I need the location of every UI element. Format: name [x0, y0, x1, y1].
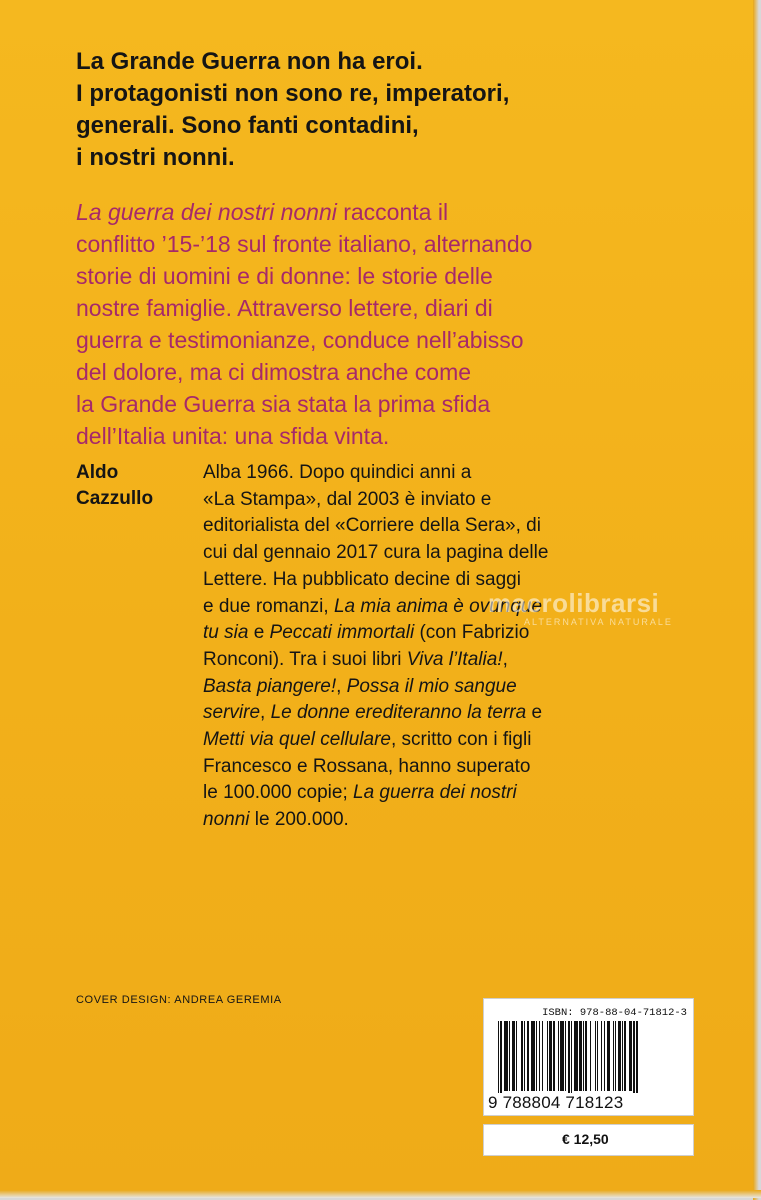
barcode-bar — [542, 1021, 543, 1091]
barcode-label — [483, 998, 694, 1116]
barcode-bar — [504, 1021, 508, 1091]
barcode-bar — [618, 1021, 620, 1091]
blurb-line: nostre famiglie. Attraverso lettere, diari di — [76, 295, 493, 321]
barcode-bar — [571, 1021, 572, 1093]
author-first-name: Aldo — [76, 462, 119, 483]
barcode-bar — [615, 1021, 616, 1091]
barcode-bar — [579, 1021, 581, 1091]
barcode-bar — [536, 1021, 537, 1091]
barcode-bar — [636, 1021, 637, 1093]
blurb — [76, 196, 716, 452]
barcode-bar — [633, 1021, 635, 1093]
barcode-bar — [521, 1021, 523, 1091]
bio-line: Lettere. Ha pubblicato decine di saggi — [203, 568, 521, 590]
watermark-tagline: ALTERNATIVA NATURALE — [524, 617, 673, 627]
barcode-icon — [498, 1021, 688, 1093]
barcode-bar — [565, 1021, 566, 1091]
barcode-bar — [568, 1021, 569, 1093]
headline-line: I protagonisti non sono re, imperatori, — [76, 80, 510, 107]
barcode-bar — [629, 1021, 631, 1091]
blurb-line: storie di uomini e di donne: le storie delle — [76, 263, 493, 289]
page-edge-bottom — [0, 1190, 761, 1198]
barcode-bar — [622, 1021, 623, 1091]
barcode-bar — [553, 1021, 555, 1091]
price: € 12,50 — [562, 1131, 609, 1147]
barcode-bar — [516, 1021, 517, 1091]
barcode-bar — [597, 1021, 598, 1091]
page-edge-right — [753, 0, 759, 1200]
barcode-bar — [604, 1021, 605, 1091]
bio-line: servire, Le donne erediteranno la terra e — [203, 702, 543, 724]
barcode-bar — [500, 1021, 501, 1093]
bio-line: nonni le 200.000. — [203, 809, 349, 831]
barcode-bar — [509, 1021, 510, 1091]
bio-line: tu sia e Peccati immortali (con Fabrizio — [203, 622, 530, 644]
book-title: La guerra dei nostri nonni — [76, 199, 337, 225]
bio-line: Basta piangere!, Possa il mio sangue — [203, 675, 517, 697]
bio-line: editorialista del «Corriere della Sera», di — [203, 515, 541, 537]
blurb-line: dell’Italia unita: una sfida vinta. — [76, 423, 390, 449]
barcode-bar — [531, 1021, 535, 1091]
barcode-bar — [613, 1021, 614, 1091]
author-bio — [203, 460, 703, 834]
barcode-bar — [558, 1021, 559, 1091]
bio-line: e due romanzi, La mia anima è ovunque — [203, 595, 543, 617]
author-last-name: Cazzullo — [76, 488, 154, 509]
blurb-line: del dolore, ma ci dimostra anche come — [76, 359, 472, 385]
headline-line: i nostri nonni. — [76, 144, 235, 171]
barcode-bar — [583, 1021, 584, 1091]
bio-line: le 100.000 copie; La guerra dei nostri — [203, 782, 517, 804]
blurb-line: guerra e testimonianze, conduce nell’abisso — [76, 327, 524, 353]
watermark-name: macrolibrarsi — [488, 588, 660, 618]
author-name — [76, 460, 186, 512]
barcode-bar — [607, 1021, 611, 1091]
headline-line: generali. Sono fanti contadini, — [76, 112, 419, 139]
bio-line: Alba 1966. Dopo quindici anni a — [203, 462, 472, 483]
blurb-line: la Grande Guerra sia stata la prima sfida — [76, 391, 491, 417]
barcode-bar — [574, 1021, 578, 1091]
barcode-bar — [498, 1021, 499, 1093]
bio-line: cui dal gennaio 2017 cura la pagina delle — [203, 542, 549, 564]
barcode-bar — [527, 1021, 529, 1091]
barcode-bar — [560, 1021, 564, 1091]
barcode-bar — [590, 1021, 591, 1091]
bio-line: Ronconi). Tra i suoi libri Viva l’Italia!, — [203, 648, 508, 670]
barcode-bar — [601, 1021, 602, 1091]
barcode-bar — [585, 1021, 587, 1091]
barcode-bar — [595, 1021, 596, 1091]
barcode-bar — [549, 1021, 551, 1091]
barcode-bar — [624, 1021, 625, 1091]
blurb-line: La guerra dei nostri nonni racconta il — [76, 199, 449, 225]
bio-line: Francesco e Rossana, hanno superato — [203, 755, 531, 777]
barcode-bar — [539, 1021, 540, 1091]
barcode-digits: 9 788804 718123 — [488, 1093, 624, 1112]
bio-line: Metti via quel cellulare, scritto con i figli — [203, 729, 532, 751]
bio-line: «La Stampa», dal 2003 è inviato e — [203, 488, 492, 510]
isbn-text: ISBN: 978-88-04-71812-3 — [542, 1007, 687, 1019]
price-label — [483, 1124, 694, 1156]
barcode-bar — [547, 1021, 548, 1091]
barcode-bar — [512, 1021, 514, 1091]
headline-line: La Grande Guerra non ha eroi. — [76, 48, 423, 75]
cover-design-credit: COVER DESIGN: ANDREA GEREMIA — [76, 994, 282, 1006]
headline — [76, 46, 716, 174]
blurb-line: conflitto ’15-’18 sul fronte italiano, alternando — [76, 231, 533, 257]
barcode-bar — [524, 1021, 525, 1091]
